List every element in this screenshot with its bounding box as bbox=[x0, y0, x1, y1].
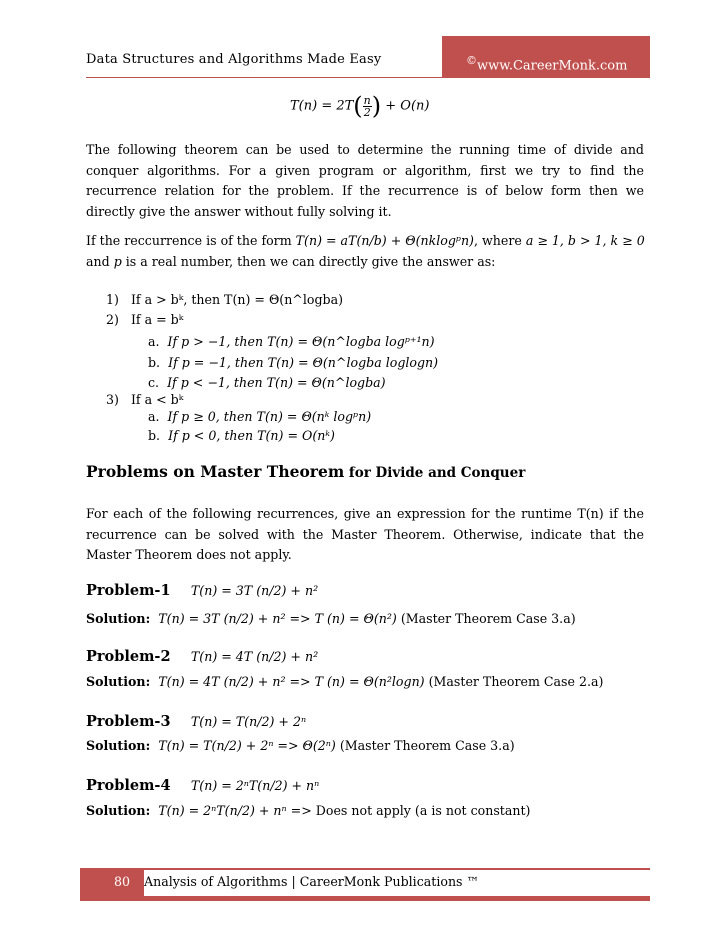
intro-paragraph: The following theorem can be used to determine the running time of divide and conquer algorithms. For a given program or algorithm, first we try to find the recurrence relation for the problem. If the recurrence is of below form then we directly give the answer without fully solving it. bbox=[86, 142, 644, 219]
solution-note: (Master Theorem Case 2.a) bbox=[428, 674, 604, 689]
header-rule bbox=[86, 77, 650, 78]
section-heading-rest: for Divide and Conquer bbox=[344, 465, 526, 481]
problem-title: Problem-4 bbox=[86, 777, 171, 794]
solution-label: Solution: bbox=[86, 674, 151, 689]
case-2a bbox=[148, 334, 435, 349]
case-3 bbox=[106, 392, 183, 407]
recurrence-equation: T(n) = 2T( $\frac{n}{2}$ ) + O(n) bbox=[290, 92, 430, 120]
problem-title: Problem-2 bbox=[86, 648, 171, 665]
solution-equation: T(n) = 4T (n/2) + n² => T (n) = Θ(n²logn) bbox=[158, 674, 425, 689]
equation-frac-den: 2 bbox=[363, 105, 371, 119]
section-heading bbox=[86, 462, 525, 481]
case-marker: 2) bbox=[106, 312, 119, 327]
case-text: If p < −1, then T(n) = Θ(n^logba) bbox=[167, 375, 386, 390]
solution-note: (Master Theorem Case 3.a) bbox=[339, 738, 515, 753]
case-marker: c. bbox=[148, 375, 160, 390]
solution-note: (Master Theorem Case 3.a) bbox=[400, 611, 576, 626]
case-1 bbox=[106, 292, 343, 307]
problem-title: Problem-3 bbox=[86, 713, 171, 730]
problem-3 bbox=[86, 711, 306, 730]
form-equation: T(n) = aT(n/b) + Θ(nklogᵖn) bbox=[295, 233, 474, 248]
case-marker: a. bbox=[148, 409, 160, 424]
problem-4 bbox=[86, 775, 319, 794]
case-marker: a. bbox=[148, 334, 160, 349]
case-2b bbox=[148, 355, 438, 370]
case-text: If p ≥ 0, then T(n) = Θ(nᵏ logᵖn) bbox=[167, 409, 372, 424]
problem-equation: T(n) = T(n/2) + 2ⁿ bbox=[190, 714, 307, 729]
case-3a bbox=[148, 409, 371, 424]
case-marker: b. bbox=[148, 428, 161, 443]
form-conditions: a ≥ 1, b > 1, k ≥ 0 bbox=[525, 233, 645, 248]
problem-equation: T(n) = 3T (n/2) + n² bbox=[190, 583, 319, 598]
header-site-url: www.CareerMonk.com bbox=[477, 58, 628, 74]
running-header-site-box bbox=[442, 36, 650, 78]
case-marker: 3) bbox=[106, 392, 119, 407]
solution-2 bbox=[86, 674, 603, 689]
equation-lhs: T(n) = 2T bbox=[290, 98, 354, 114]
section-intro: For each of the following recurrences, give an expression for the runtime T(n) if the recurrence can be solved with the Master Theorem. Otherwise, indicate that the Master Theorem does not apply. bbox=[86, 506, 644, 563]
form-text-1: If the reccurrence is of the form bbox=[86, 233, 296, 248]
master-theorem-form bbox=[86, 231, 646, 272]
form-text-3: and bbox=[86, 253, 114, 269]
solution-label: Solution: bbox=[86, 611, 151, 626]
case-text: If a > bᵏ, then T(n) = Θ(n^logba) bbox=[130, 292, 344, 307]
copyright-symbol: © bbox=[466, 54, 477, 67]
footer-text: Analysis of Algorithms | CareerMonk Publications ™ bbox=[144, 870, 650, 896]
case-text: If p > −1, then T(n) = Θ(n^logba logᵖ⁺¹n) bbox=[167, 334, 435, 349]
problem-equation: T(n) = 4T (n/2) + n² bbox=[190, 649, 319, 664]
running-header-title: Data Structures and Algorithms Made Easy bbox=[86, 52, 382, 67]
solution-note: => Does not apply (a is not constant) bbox=[290, 803, 531, 818]
problem-title: Problem-1 bbox=[86, 582, 171, 599]
problem-equation: T(n) = 2ⁿT(n/2) + nⁿ bbox=[190, 778, 320, 793]
form-text-2: , where bbox=[473, 233, 526, 248]
problem-1 bbox=[86, 580, 318, 599]
section-heading-main: Problems on Master Theorem bbox=[86, 462, 345, 481]
case-marker: 1) bbox=[106, 292, 119, 307]
equation-rhs: + O(n) bbox=[385, 98, 430, 114]
equation-frac-num: n bbox=[363, 93, 371, 107]
form-text-4: is a real number, then we can directly give the answer as: bbox=[121, 253, 496, 269]
solution-1 bbox=[86, 611, 576, 626]
case-marker: b. bbox=[148, 355, 161, 370]
solution-label: Solution: bbox=[86, 803, 151, 818]
solution-3 bbox=[86, 738, 515, 753]
case-2 bbox=[106, 312, 183, 327]
case-3b bbox=[148, 428, 335, 443]
solution-equation: T(n) = 3T (n/2) + n² => T (n) = Θ(n²) bbox=[158, 611, 397, 626]
solution-label: Solution: bbox=[86, 738, 151, 753]
case-text: If p < 0, then T(n) = O(nᵏ) bbox=[168, 428, 335, 443]
page-number: 80 bbox=[114, 874, 131, 889]
solution-equation: T(n) = 2ⁿT(n/2) + nⁿ bbox=[158, 803, 287, 818]
form-p: p bbox=[113, 253, 122, 269]
problem-2 bbox=[86, 646, 318, 665]
case-text: If a = bᵏ bbox=[130, 312, 184, 327]
case-text: If a < bᵏ bbox=[130, 392, 184, 407]
solution-4 bbox=[86, 803, 530, 818]
solution-equation: T(n) = T(n/2) + 2ⁿ => Θ(2ⁿ) bbox=[158, 738, 336, 753]
case-text: If p = −1, then T(n) = Θ(n^logba loglogn) bbox=[168, 355, 439, 370]
case-2c bbox=[148, 375, 386, 390]
